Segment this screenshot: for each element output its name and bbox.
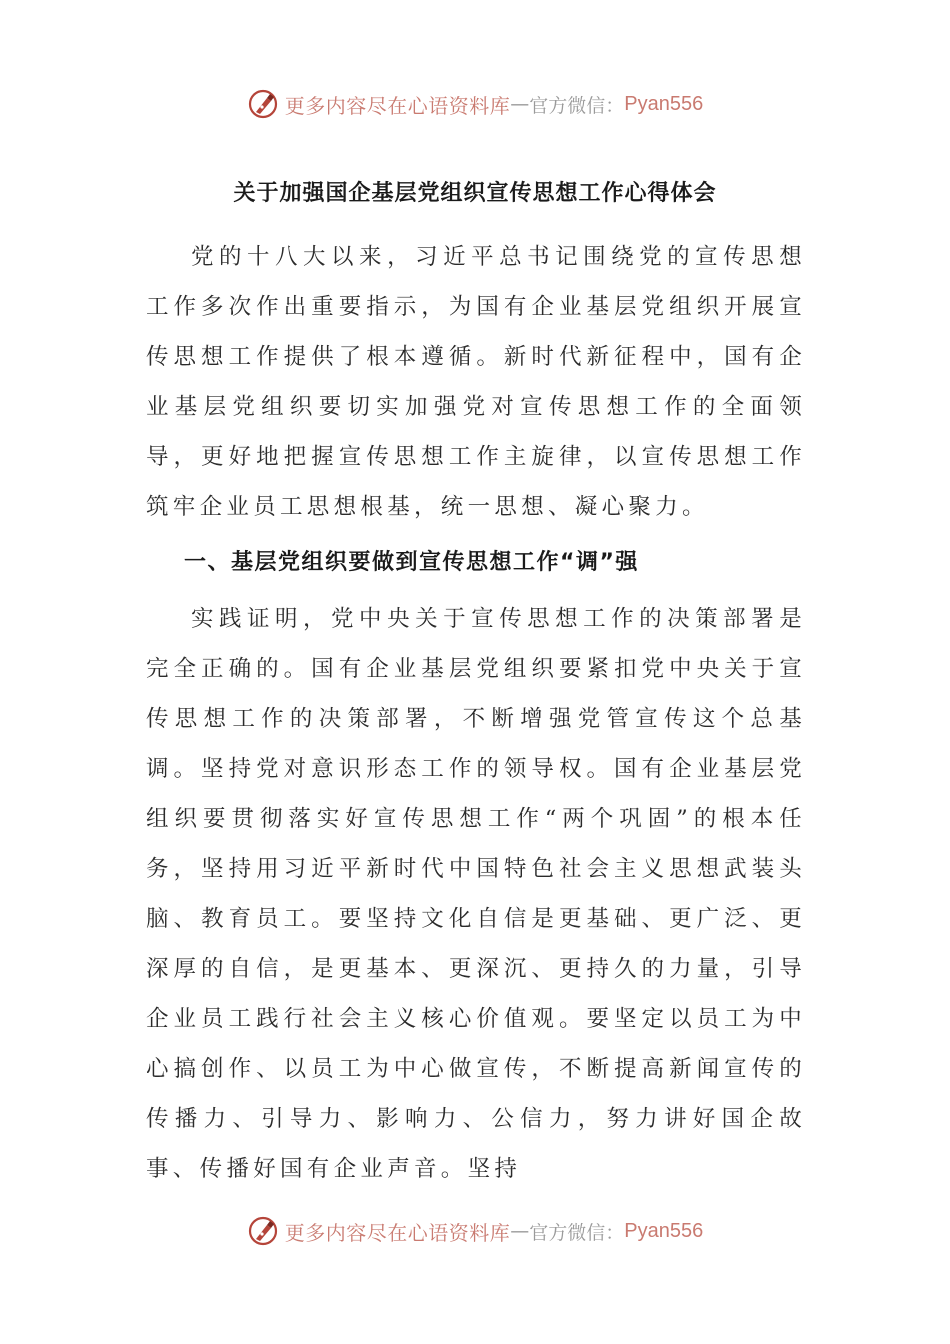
pen-nib-logo-icon <box>247 1215 279 1247</box>
section-paragraph: 实践证明，党中央关于宣传思想工作的决策部署是完全正确的。国有企业基层党组织要紧扣党中央关于宣传思想工作的决策部署，不断增强党管宣传这个总基调。坚持党对意识形态工作的领导权。国有企业基层党组织要贯彻落实好宣传思想工作“两个巩固”的根本任务，坚持用习近平新时代中国特色社会主义思想武装头脑、教育员工。要坚持文化自信是更基础、更广泛、更深厚的自信，是更基本、更深沉、更持久的力量，引导企业员工践行社会主义核心价值观。要坚定以员工为中心搞创作、以员工为中心做宣传，不断提高新闻宣传的传播力、引导力、影响力、公信力，努力讲好国企故事、传播好国有企业声音。坚持 <box>146 606 806 1182</box>
watermark-separator: — <box>510 93 530 115</box>
watermark-wechat-id: Pyan556 <box>624 92 704 115</box>
watermark-separator: — <box>510 1220 530 1242</box>
watermark-wechat-label: 官方微信： <box>529 1221 625 1244</box>
watermark-wechat-id: Pyan556 <box>624 1219 704 1242</box>
watermark-wechat-label: 官方微信： <box>529 94 625 117</box>
watermark-text: 更多内容尽在心语资料库 <box>284 93 511 118</box>
document-body <box>146 232 806 1194</box>
document-title: 关于加强国企基层党组织宣传思想工作心得体会 <box>233 181 717 206</box>
header-watermark <box>0 84 950 124</box>
pen-nib-logo-icon <box>247 88 279 120</box>
intro-paragraph: 党的十八大以来，习近平总书记围绕党的宣传思想工作多次作出重要指示，为国有企业基层党组织开展宣传思想工作提供了根本遵循。新时代新征程中，国有企业基层党组织要切实加强党对宣传思想工作的全面领导，更好地把握宣传思想工作主旋律，以宣传思想工作筑牢企业员工思想根基，统一思想、凝心聚力。 <box>146 244 806 520</box>
watermark-text: 更多内容尽在心语资料库 <box>284 1220 511 1245</box>
footer-watermark <box>0 1211 950 1251</box>
section-heading: 一、基层党组织要做到宣传思想工作“调”强 <box>184 550 639 575</box>
